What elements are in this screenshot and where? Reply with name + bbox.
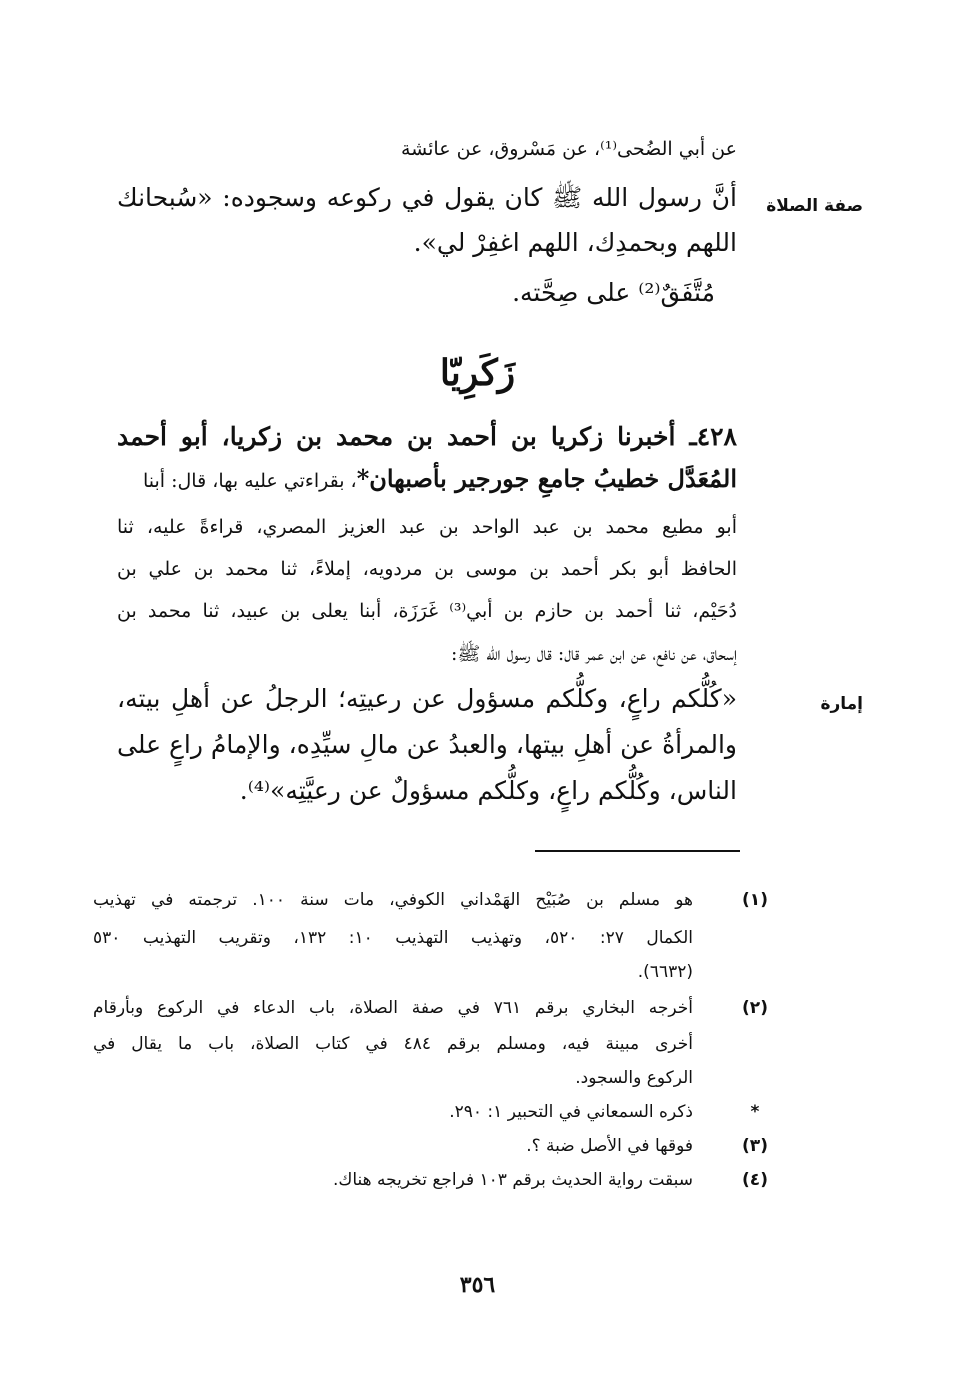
footnote-star-marker: * <box>750 1102 760 1122</box>
entry-line5: دُحَيْم، ثنا أحمد بن حازم بن أبي⁽³⁾ غَرَزَة، أبنا يعلى بن عبيد، ثنا محمد بن <box>117 600 737 622</box>
footnote-4-line1: سبقت رواية الحديث برقم ١٠٣ فراجع تخريجه هناك. <box>332 1170 693 1190</box>
section-heading: زَكَرِيّا <box>439 352 516 394</box>
footnote-2-line2: أخرى مبينة فيه، ومسلم برقم ٤٨٤ في كتاب الصلاة، باب ما يقال في <box>93 1034 693 1054</box>
footnote-2-line1: أخرجه البخاري برقم ٧٦١ في صفة الصلاة، باب الدعاء في الركوع وبأرقام <box>93 998 693 1018</box>
margin-note-prayer: صفة الصلاة <box>766 196 863 216</box>
entry-line2-rest: ، بقراءتي عليه بها، قال: أبنا <box>142 470 357 492</box>
footnote-star-line1: ذكره السمعاني في التحبير ١: ٢٩٠. <box>449 1102 693 1122</box>
page-number: ٣٥٦ <box>459 1272 496 1298</box>
hadith1-line3: مُتَّفَقٌ⁽²⁾ على صِحَّته. <box>512 278 715 307</box>
margin-note-emirate: إمارة <box>820 694 863 714</box>
footnote-separator <box>535 850 740 852</box>
footnote-4-number: (٤) <box>742 1170 768 1190</box>
entry-line2-bold: المُعَدَّل خطيبُ جامعِ جورجير بأصبهان* <box>356 464 737 493</box>
hadith2-line2: والمرأةُ عن أهلِ بيتها، والعبدُ عن مالِ سيِّدِه، والإمامُ راعٍ على <box>117 730 737 759</box>
footnote-2-number: (٢) <box>742 998 768 1018</box>
footnote-3-line1: فوقها في الأصل ضبة ؟. <box>526 1136 693 1156</box>
footnote-1-line2: الكمال ٢٧: ٥٢٠، وتهذيب التهذيب ١٠: ١٣٢، وتقريب التهذيب ٥٣٠ <box>93 928 693 948</box>
entry-line1: ٤٢٨ـ أخبرنا زكريا بن أحمد بن محمد بن زكريا، أبو أحمد <box>117 422 737 451</box>
intro-line: عن أبي الضُحى⁽¹⁾، عن مَسْروق، عن عائشة <box>400 138 737 160</box>
footnote-1-number: (١) <box>742 890 768 910</box>
footnote-2-line3: الركوع والسجود. <box>575 1068 693 1088</box>
footnote-1-line1: هو مسلم بن صُبَيْح الهَمْداني الكوفي، مات سنة ١٠٠. ترجمته في تهذيب <box>93 890 694 910</box>
entry-line2 <box>117 464 737 493</box>
entry-line3: أبو مطيع محمد بن عبد الواحد بن عبد العزيز المصري، قراءةً عليه، ثنا <box>117 516 737 538</box>
footnote-3-number: (٣) <box>742 1136 768 1156</box>
hadith1-line2: اللهم وبحمدِك، اللهم اغفِرْ لي». <box>413 228 737 257</box>
entry-line4: الحافظ أبو بكر أحمد بن موسى بن مردويه، إملاءً، ثنا محمد بن علي بن <box>117 558 737 580</box>
footnote-1-line3: (٦٦٣٢). <box>637 962 693 982</box>
entry-line6: إسحاق، عن نافع، عن ابن عمر قال: قال رسول الله ﷺ: <box>450 643 737 665</box>
hadith1-line1: أنَّ رسول الله ﷺ كان يقول في ركوعه وسجوده: «سُبحانك <box>117 183 737 212</box>
hadith2-line3: الناس، وكُلُّكم راعٍ، وكلُّكم مسؤولٌ عن رعيَّتِه»⁽⁴⁾. <box>239 776 737 805</box>
hadith2-line1: «كُلُّكم راعٍ، وكلُّكم مسؤول عن رعيتِه؛ الرجلُ عن أهلِ بيته، <box>117 684 737 713</box>
